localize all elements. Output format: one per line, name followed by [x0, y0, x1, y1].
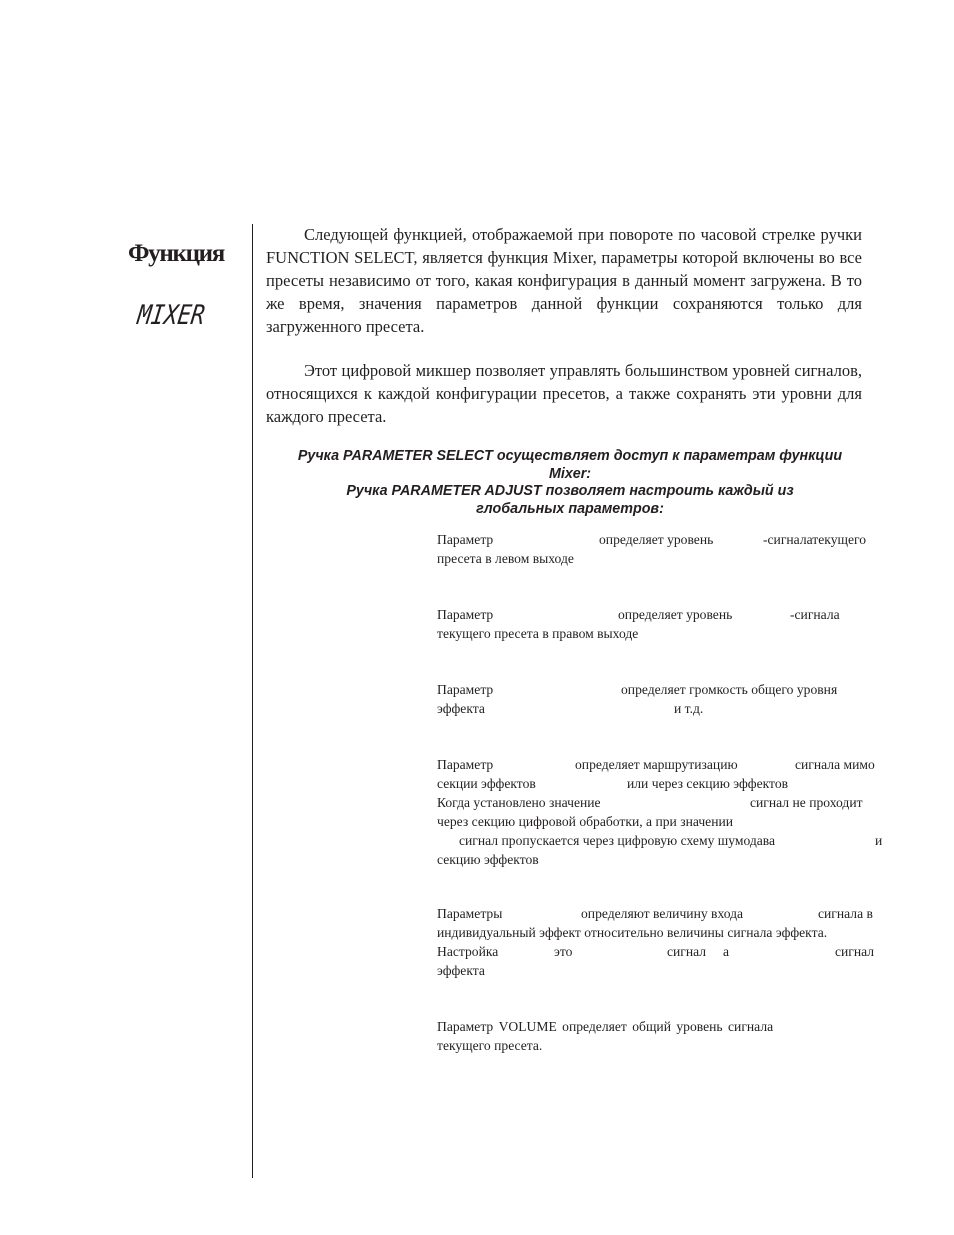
- param-text: эффекта: [437, 962, 485, 978]
- param-text: определяет громкость общего уровня: [621, 682, 838, 697]
- param-text: Параметр VOLUME определяет общий уровень сигнала: [437, 1019, 774, 1034]
- param-text: пресета в левом выходе: [437, 551, 574, 566]
- knob-instruction-line: Ручка PARAMETER SELECT осуществляет доступ к параметрам функции: [297, 448, 843, 464]
- knob-instructions: [262, 448, 878, 518]
- param-right-level: [437, 606, 885, 644]
- param-text: индивидуальный эффект относительно величины сигнала эффекта.: [437, 925, 828, 940]
- param-text: секцию эффектов: [437, 851, 539, 867]
- param-routing: [437, 756, 885, 870]
- param-volume: [437, 1018, 885, 1056]
- param-text: сигнал пропускается через цифровую схему шумодава: [459, 832, 776, 848]
- param-text: сигнала в: [818, 906, 873, 921]
- param-text: Когда установлено значение: [437, 795, 601, 810]
- param-text: и т.д.: [674, 701, 704, 716]
- param-text: сигнал не проходит: [750, 795, 863, 810]
- param-text: текущего пресета в правом выходе: [437, 626, 639, 641]
- param-text: Параметр: [437, 607, 494, 622]
- param-text: эффекта: [437, 701, 485, 716]
- param-text: или через секцию эффектов: [627, 776, 789, 791]
- param-text: Параметр: [437, 532, 494, 547]
- param-text: сигнал: [835, 943, 875, 959]
- param-text: Параметр: [437, 682, 494, 697]
- knob-instruction-line: глобальных параметров:: [476, 500, 664, 517]
- param-text: Параметр: [437, 757, 494, 772]
- param-text: и: [875, 832, 883, 848]
- intro-paragraph-1: Следующей функцией, отображаемой при повороте по часовой стрелке ручки FUNCTION SELECT, является функция Mixer, параметры которой включены во все пресеты независимо от того, какая конфигурация в данный момент загружена. В то же время, значения параметров данной функции сохраняются только для загруженного пресета.: [266, 225, 862, 336]
- param-text: определяет уровень: [599, 532, 714, 547]
- param-text: определяет маршрутизацию: [575, 757, 738, 772]
- param-text: определяет уровень: [618, 607, 733, 622]
- param-text: Параметры: [437, 906, 503, 921]
- param-text: секции эффектов: [437, 776, 536, 791]
- knob-instruction-line: Ручка PARAMETER ADJUST позволяет настроить каждый из: [346, 483, 794, 499]
- lcd-display-label: MIXER: [135, 300, 207, 331]
- param-text: -сигналатекущего: [763, 532, 867, 547]
- vertical-divider: [252, 224, 253, 1178]
- param-text: определяют величину входа: [581, 906, 744, 921]
- param-text: это: [554, 943, 573, 959]
- knob-instruction-line: Mixer:: [548, 465, 592, 482]
- param-effect-level: [437, 681, 885, 719]
- param-text: -сигнала: [790, 607, 840, 622]
- param-text: а: [723, 943, 730, 959]
- param-text: Настройка: [437, 943, 499, 959]
- param-text: через секцию цифровой обработки, а при значении: [437, 814, 734, 829]
- section-title: Функция: [128, 240, 225, 267]
- param-effect-sends: [437, 905, 885, 981]
- param-text: текущего пресета.: [437, 1037, 543, 1053]
- intro-paragraph-2: Этот цифровой микшер позволяет управлять большинством уровней сигналов, относящихся к каждой конфигурации пресетов, а также сохранять эти уровни для каждого пресета.: [266, 361, 862, 426]
- param-text: сигнала мимо: [795, 757, 875, 772]
- param-text: сигнал: [667, 943, 707, 959]
- param-left-level: [437, 531, 885, 569]
